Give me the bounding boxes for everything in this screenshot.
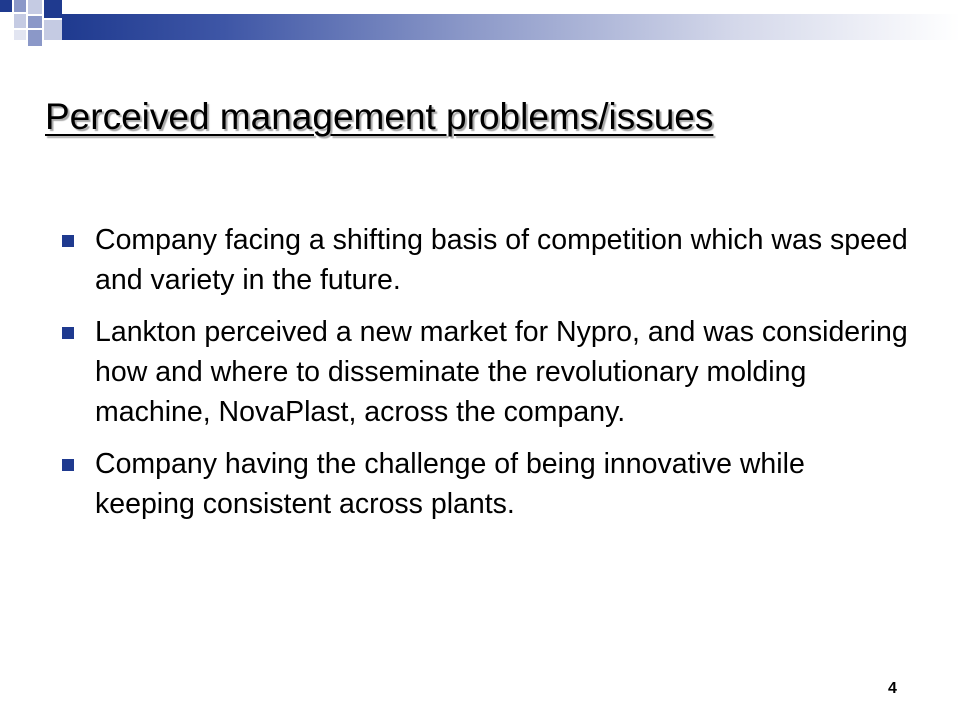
page-number: 4 bbox=[888, 680, 897, 697]
header-square bbox=[28, 0, 42, 14]
header-square bbox=[0, 0, 12, 12]
header-square bbox=[14, 30, 26, 40]
header-gradient-band bbox=[62, 14, 960, 40]
bullet-text: Company having the challenge of being innovative while keeping consistent across plants. bbox=[95, 448, 805, 520]
bullet-square-icon bbox=[62, 327, 74, 339]
header-square bbox=[14, 0, 26, 12]
bullet-square-icon bbox=[62, 459, 74, 471]
bullet-list bbox=[62, 220, 912, 536]
header-square bbox=[28, 16, 42, 28]
header-square bbox=[28, 30, 42, 46]
bullet-square-icon bbox=[62, 235, 74, 247]
bullet-text: Company facing a shifting basis of competition which was speed and variety in the future. bbox=[95, 224, 908, 296]
header-square bbox=[14, 14, 26, 28]
bullet-text: Lankton perceived a new market for Nypro, and was considering how and where to disseminate the revolutionary molding machine, NovaPlast, across the company. bbox=[95, 316, 908, 428]
bullet-item bbox=[62, 444, 912, 524]
slide-title: Perceived management problems/issues bbox=[45, 96, 714, 137]
header-square bbox=[44, 20, 62, 40]
bullet-item bbox=[62, 312, 912, 432]
header-square bbox=[44, 0, 62, 18]
bullet-item bbox=[62, 220, 912, 300]
